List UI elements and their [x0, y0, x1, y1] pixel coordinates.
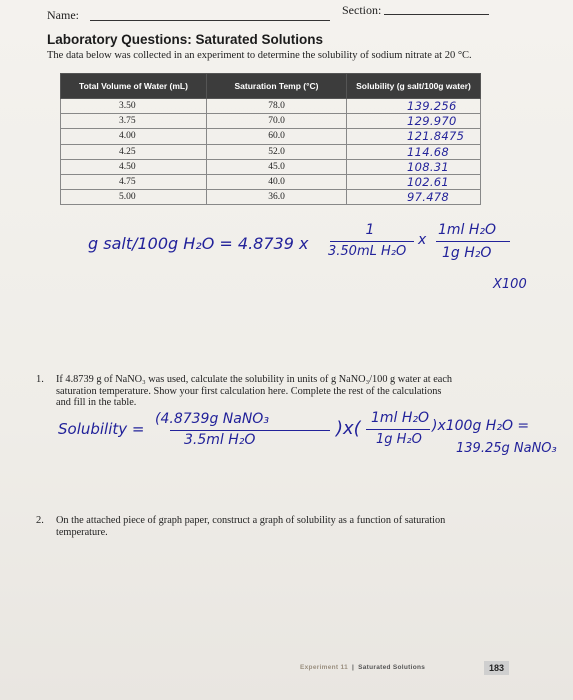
page-number: 183 — [484, 661, 509, 675]
cell-temp: 45.0 — [207, 159, 347, 174]
footer-separator: | — [351, 664, 355, 671]
solubility-work-frac2-bar — [366, 429, 430, 430]
question1-line3: and fill in the table. — [56, 397, 137, 408]
solubility-work-result: 139.25g NaNO₃ — [456, 441, 557, 456]
handwritten-fraction2-numerator: 1ml H₂O — [438, 222, 497, 238]
col-header-volume: Total Volume of Water (mL) — [61, 74, 207, 99]
question2-text — [56, 515, 556, 538]
solubility-work-label: Solubility = — [58, 420, 145, 438]
table-row — [61, 129, 481, 144]
col-header-solubility: Solubility (g salt/100g water) — [347, 74, 481, 99]
table-row — [61, 99, 481, 114]
solubility-work-frac2-num: 1ml H₂O — [371, 410, 430, 426]
solubility-work-frac1-num: (4.8739g NaNO₃ — [155, 411, 269, 427]
table-row — [61, 190, 481, 205]
name-blank-line — [90, 20, 330, 21]
handwritten-fraction1-denominator: 3.50mL H₂O — [328, 244, 407, 259]
handwritten-fraction2-bar — [436, 241, 510, 242]
table-row — [61, 114, 481, 129]
cell-solubility: 108.31 — [347, 159, 481, 174]
section-blank-line — [384, 14, 489, 15]
cell-solubility: 129.970 — [347, 114, 481, 129]
cell-solubility: 97.478 — [347, 190, 481, 205]
cell-solubility: 139.256 — [347, 99, 481, 114]
section-label: Section: — [342, 3, 382, 17]
question2-line1: On the attached piece of graph paper, construct a graph of solubility as a function of saturation — [56, 515, 446, 526]
solubility-work-frac1-bar — [170, 430, 330, 431]
footer-experiment: Experiment 11 — [300, 664, 348, 671]
footer-topic: Saturated Solutions — [358, 664, 426, 671]
handwritten-fraction1-numerator: 1 — [365, 222, 375, 238]
table-row — [61, 144, 481, 159]
question1-text — [56, 374, 556, 409]
page-footer — [300, 664, 425, 671]
handwritten-multiplier: X100 — [493, 277, 527, 292]
cell-volume: 3.75 — [61, 114, 207, 129]
cell-volume: 4.25 — [61, 144, 207, 159]
intro-text: The data below was collected in an experiment to determine the solubility of sodium nitrate at 20 °C. — [47, 50, 472, 61]
page-title: Laboratory Questions: Saturated Solutions — [47, 32, 324, 47]
table-row — [61, 174, 481, 189]
cell-solubility: 121.8475 — [347, 129, 481, 144]
cell-temp: 52.0 — [207, 144, 347, 159]
question1-line1: If 4.8739 g of NaNO₃ was used, calculate the solubility in units of g NaNO₃/100 g water at each — [56, 374, 453, 385]
table-row — [61, 159, 481, 174]
handwritten-equation-left: g salt/100g H₂O = 4.8739 x — [88, 234, 309, 253]
solubility-work-frac2-den: 1g H₂O — [376, 432, 422, 447]
solubility-work-frac1-den: 3.5ml H₂O — [184, 432, 256, 448]
cell-solubility: 114.68 — [347, 144, 481, 159]
name-label: Name: — [47, 8, 79, 22]
table-header-row — [61, 74, 481, 99]
col-header-temp: Saturation Temp (°C) — [207, 74, 347, 99]
cell-temp: 36.0 — [207, 190, 347, 205]
solubility-work-times: )x( — [336, 418, 361, 439]
cell-volume: 5.00 — [61, 190, 207, 205]
handwritten-fraction1-bar — [330, 241, 414, 242]
question1-line2: saturation temperature. Show your first calculation here. Complete the rest of the calculations — [56, 385, 442, 397]
question1-number: 1. — [36, 374, 44, 385]
cell-solubility: 102.61 — [347, 174, 481, 189]
cell-temp: 78.0 — [207, 99, 347, 114]
question2-number: 2. — [36, 515, 44, 526]
handwritten-fraction2-denominator: 1g H₂O — [442, 245, 492, 261]
solubility-table — [60, 73, 481, 205]
cell-temp: 40.0 — [207, 174, 347, 189]
cell-volume: 4.75 — [61, 174, 207, 189]
cell-volume: 4.50 — [61, 159, 207, 174]
question2-line2: temperature. — [56, 526, 108, 538]
solubility-work-tail: )x100g H₂O = — [432, 418, 530, 434]
cell-temp: 60.0 — [207, 129, 347, 144]
cell-volume: 3.50 — [61, 99, 207, 114]
cell-volume: 4.00 — [61, 129, 207, 144]
handwritten-times: x — [418, 232, 427, 248]
cell-temp: 70.0 — [207, 114, 347, 129]
